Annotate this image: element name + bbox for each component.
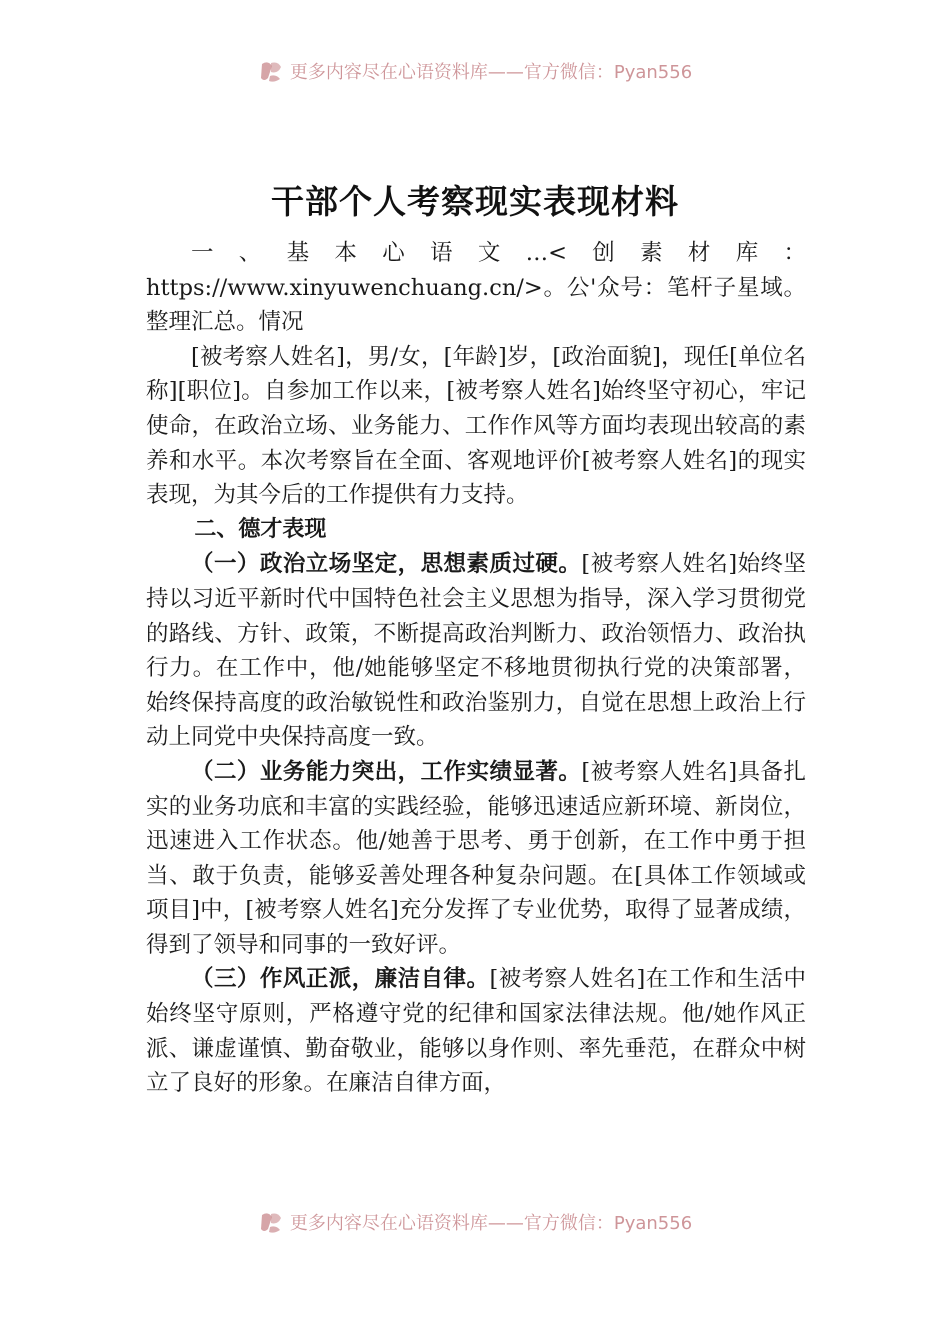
- brand-logo-icon: [258, 58, 284, 84]
- paragraph-text: [被考察人姓名]具备扎实的业务功底和丰富的实践经验，能够迅速适应新环境、新岗位，迅速进入工作状态。他/她善于思考、勇于创新，在工作中勇于担当、敢于负责，能够妥善处理各种复杂问题。在[具体工作领域或项目]中，[被考察人姓名]充分发挥了专业优势，取得了显著成绩，得到了领导和同事的一致好评。: [146, 758, 806, 958]
- watermark-text: 更多内容尽在心语资料库——官方微信：Pyan556: [289, 1213, 693, 1234]
- paragraph-intro: [146, 340, 806, 513]
- paragraph-text: [被考察人姓名]，男/女，[年龄]岁，[政治面貌]，现任[单位名称][职位]。自参加工作以来，[被考察人姓名]始终坚守初心，牢记使命，在政治立场、业务能力、工作作风等方面均表现出较高的素养和水平。本次考察旨在全面、客观地评价[被考察人姓名]的现实表现，为其今后的工作提供有力支持。: [146, 343, 806, 509]
- section-heading-virtue-talent: [146, 513, 806, 548]
- header-watermark: [0, 56, 950, 86]
- paragraph-political-stance: [146, 547, 806, 755]
- paragraph-text: [被考察人姓名]在工作和生活中始终坚守原则，严格遵守党的纪律和国家法律法规。他/她作风正派、谦虚谨慎、勤奋敬业，能够以身作则、率先垂范，在群众中树立了良好的形象。在廉洁自律方面，: [146, 966, 806, 1097]
- brand-logo-icon: [258, 1209, 284, 1235]
- paragraph-basic-info: [146, 236, 806, 340]
- paragraph-lead: （三）作风正派，廉洁自律。: [191, 966, 490, 993]
- document-title: 干部个人考察现实表现材料: [271, 182, 679, 221]
- paragraph-lead: （一）政治立场坚定，思想素质过硬。: [191, 551, 582, 578]
- document-body: [146, 236, 806, 1101]
- watermark-text: 更多内容尽在心语资料库——官方微信：Pyan556: [289, 62, 693, 83]
- paragraph-text: [被考察人姓名]始终坚持以习近平新时代中国特色社会主义思想为指导，深入学习贯彻党的路线、方针、政策，不断提高政治判断力、政治领悟力、政治执行力。在工作中，他/她能够坚定不移地贯彻执行党的决策部署，始终保持高度的政治敏锐性和政治鉴别力，自觉在思想上政治上行动上同党中央保持高度一致。: [146, 551, 806, 751]
- paragraph-business-ability: [146, 755, 806, 963]
- paragraph-lead: （二）业务能力突出，工作实绩显著。: [191, 758, 582, 785]
- section-heading-text: 二、德才表现: [194, 516, 327, 542]
- footer-watermark: [0, 1207, 950, 1237]
- paragraph-work-style: [146, 962, 806, 1100]
- paragraph-text: 一、基本心语文…<创素材库：https://www.xinyuwenchuang.cn/>。公'众号：笔杆子星域。整理汇总。情况: [146, 240, 806, 336]
